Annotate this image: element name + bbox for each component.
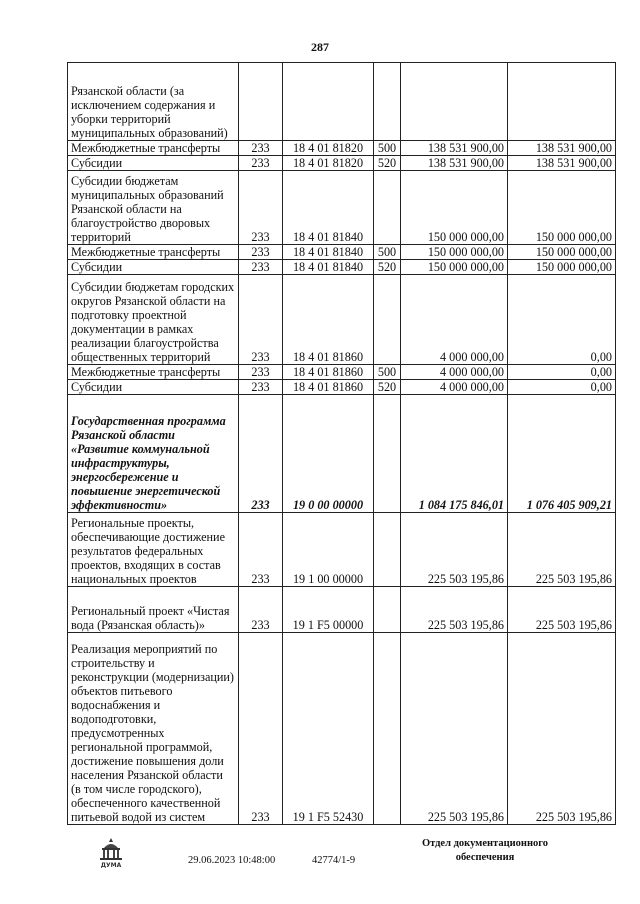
- row-expense-type-cell: [374, 171, 401, 245]
- row-target-article-cell: 19 1 F5 00000: [283, 587, 374, 633]
- footer-doc-number: 42774/1-9: [312, 855, 356, 866]
- row-name-cell: Региональный проект «Чистая вода (Рязанская область)»: [68, 587, 239, 633]
- row-expense-type-cell: 520: [374, 156, 401, 171]
- row-amount-2-cell: 225 503 195,86: [508, 513, 616, 587]
- table-row: [68, 395, 616, 513]
- row-amount-2-cell: 138 531 900,00: [508, 141, 616, 156]
- row-amount-2-cell: 0,00: [508, 365, 616, 380]
- table-row: [68, 587, 616, 633]
- row-amount-1-cell: [401, 63, 508, 141]
- row-name-cell: Межбюджетные трансферты: [68, 245, 239, 260]
- row-name-cell: Субсидии бюджетам муниципальных образований Рязанской области на благоустройство дворовых территорий: [68, 171, 239, 245]
- row-target-article-cell: 18 4 01 81860: [283, 275, 374, 365]
- row-amount-2-cell: 150 000 000,00: [508, 245, 616, 260]
- row-target-article-cell: 18 4 01 81860: [283, 365, 374, 380]
- row-amount-1-cell: 4 000 000,00: [401, 365, 508, 380]
- row-amount-2-cell: 0,00: [508, 380, 616, 395]
- table-row: [68, 260, 616, 275]
- table-row: [68, 156, 616, 171]
- table-row: [68, 275, 616, 365]
- row-amount-1-cell: 150 000 000,00: [401, 245, 508, 260]
- row-code-cell: [239, 63, 283, 141]
- row-target-article-cell: 19 0 00 00000: [283, 395, 374, 513]
- row-name-cell: Межбюджетные трансферты: [68, 365, 239, 380]
- row-name-cell: Субсидии: [68, 380, 239, 395]
- row-amount-2-cell: 150 000 000,00: [508, 171, 616, 245]
- footer-datetime: 29.06.2023 10:48:00: [188, 855, 276, 866]
- row-amount-2-cell: 138 531 900,00: [508, 156, 616, 171]
- footer-department-line2: обеспечения: [455, 852, 515, 863]
- row-name-cell: Межбюджетные трансферты: [68, 141, 239, 156]
- row-amount-1-cell: 225 503 195,86: [401, 513, 508, 587]
- row-amount-2-cell: 150 000 000,00: [508, 260, 616, 275]
- row-name-cell: Региональные проекты, обеспечивающие достижение результатов федеральных проектов, входящих в состав национальных проектов: [68, 513, 239, 587]
- row-code-cell: 233: [239, 171, 283, 245]
- row-target-article-cell: [283, 63, 374, 141]
- row-code-cell: 233: [239, 156, 283, 171]
- row-name-cell: Субсидии: [68, 260, 239, 275]
- row-expense-type-cell: [374, 633, 401, 825]
- row-code-cell: 233: [239, 513, 283, 587]
- row-target-article-cell: 18 4 01 81840: [283, 171, 374, 245]
- row-name-cell: Субсидии бюджетам городских округов Рязанской области на подготовку проектной документации в рамках реализации благоустройства общественных территорий: [68, 275, 239, 365]
- row-expense-type-cell: [374, 63, 401, 141]
- duma-logo-text: ДУМА: [100, 862, 122, 869]
- row-code-cell: 233: [239, 245, 283, 260]
- row-expense-type-cell: 500: [374, 365, 401, 380]
- row-amount-1-cell: 138 531 900,00: [401, 156, 508, 171]
- row-name-cell: Рязанской области (за исключением содержания и уборки территорий муниципальных образований): [68, 63, 239, 141]
- row-code-cell: 233: [239, 633, 283, 825]
- page-number: 287: [311, 40, 329, 54]
- row-target-article-cell: 18 4 01 81860: [283, 380, 374, 395]
- row-expense-type-cell: [374, 513, 401, 587]
- row-name-cell: Реализация мероприятий по строительству и реконструкции (модернизации) объектов питьевого водоснабжения и водоподготовки, предусмотренных региональной программой, достижение повышения доли населения Рязанской области (в том числе городского), обеспеченного качественной питьевой водой из систем: [68, 633, 239, 825]
- row-target-article-cell: 19 1 F5 52430: [283, 633, 374, 825]
- row-expense-type-cell: [374, 587, 401, 633]
- row-target-article-cell: 18 4 01 81820: [283, 156, 374, 171]
- row-amount-1-cell: 4 000 000,00: [401, 275, 508, 365]
- table-row: [68, 633, 616, 825]
- row-expense-type-cell: [374, 275, 401, 365]
- row-amount-2-cell: [508, 63, 616, 141]
- row-target-article-cell: 18 4 01 81840: [283, 260, 374, 275]
- row-code-cell: 233: [239, 365, 283, 380]
- row-amount-2-cell: 0,00: [508, 275, 616, 365]
- row-amount-2-cell: 225 503 195,86: [508, 633, 616, 825]
- row-amount-1-cell: 150 000 000,00: [401, 171, 508, 245]
- row-amount-1-cell: 225 503 195,86: [401, 633, 508, 825]
- budget-table: [67, 62, 616, 825]
- row-code-cell: 233: [239, 380, 283, 395]
- duma-logo: [96, 836, 126, 870]
- table-row: [68, 365, 616, 380]
- row-code-cell: 233: [239, 275, 283, 365]
- row-amount-2-cell: 1 076 405 909,21: [508, 395, 616, 513]
- row-amount-1-cell: 138 531 900,00: [401, 141, 508, 156]
- row-amount-2-cell: 225 503 195,86: [508, 587, 616, 633]
- row-code-cell: 233: [239, 141, 283, 156]
- row-target-article-cell: 18 4 01 81820: [283, 141, 374, 156]
- footer-department-line1: Отдел документационного: [421, 838, 549, 849]
- row-code-cell: 233: [239, 395, 283, 513]
- table-row: [68, 171, 616, 245]
- table-row: [68, 141, 616, 156]
- row-name-cell: Субсидии: [68, 156, 239, 171]
- row-expense-type-cell: 500: [374, 245, 401, 260]
- row-target-article-cell: 19 1 00 00000: [283, 513, 374, 587]
- row-expense-type-cell: [374, 395, 401, 513]
- table-row: [68, 380, 616, 395]
- row-amount-1-cell: 1 084 175 846,01: [401, 395, 508, 513]
- table-row: [68, 513, 616, 587]
- row-expense-type-cell: 520: [374, 380, 401, 395]
- row-code-cell: 233: [239, 260, 283, 275]
- row-expense-type-cell: 500: [374, 141, 401, 156]
- table-row: [68, 63, 616, 141]
- table-row: [68, 245, 616, 260]
- row-expense-type-cell: 520: [374, 260, 401, 275]
- row-amount-1-cell: 150 000 000,00: [401, 260, 508, 275]
- row-amount-1-cell: 4 000 000,00: [401, 380, 508, 395]
- row-target-article-cell: 18 4 01 81840: [283, 245, 374, 260]
- row-code-cell: 233: [239, 587, 283, 633]
- row-name-cell: Государственная программа Рязанской области «Развитие коммунальной инфраструктуры, энергосбережение и повышение энергетической эффективности»: [68, 395, 239, 513]
- table-body: [68, 63, 616, 825]
- row-amount-1-cell: 225 503 195,86: [401, 587, 508, 633]
